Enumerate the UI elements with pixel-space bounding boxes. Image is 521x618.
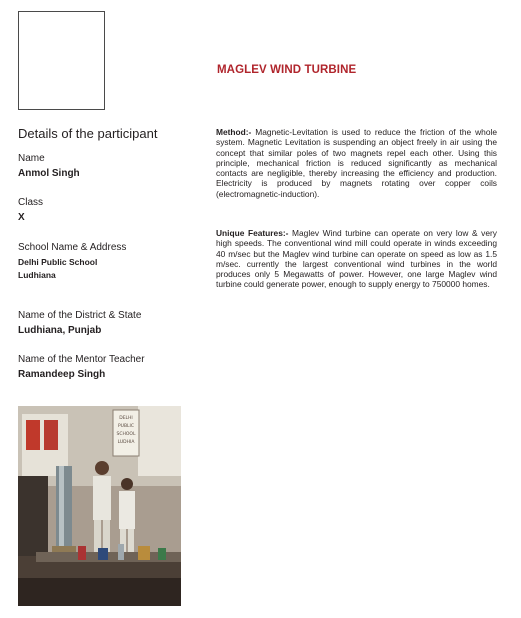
class-label: Class [18, 197, 44, 208]
participant-photo-placeholder [18, 11, 105, 110]
sign-line-2: PUBLIC [117, 424, 135, 429]
school-city-value: Ludhiana [18, 270, 56, 280]
features-label: Unique Features:- [216, 228, 289, 238]
school-label: School Name & Address [18, 242, 127, 253]
district-label: Name of the District & State [18, 310, 142, 321]
mentor-label: Name of the Mentor Teacher [18, 354, 145, 365]
name-label: Name [18, 153, 45, 164]
method-text: Magnetic-Levitation is used to reduce the friction of the whole system. Magnetic Levitation is suspending an object freely in air using the concept that similar poles of two magnets repel each other. Using this principle, mechanical friction is reduced significantly as mechanical contacts are negligible, thereby increasing the efficiency and production. Electricity is produced by magnets rotating over copper coils (electromagnetic-induction). [216, 127, 497, 199]
sign-line-3: SCHOOL [116, 432, 136, 437]
features-text: Maglev Wind turbine can operate on very low & very high speeds. The conventional wind mill could operate in winds exceeding 40 m/sec but the Maglev wind turbine can operate on speed as low as 1.5 m/sec. currently the largest conventional wind turbines in the world produces only 5 Megawatts of power. However, one large Maglev wind turbine could generate power, enough to supply energy to 750000 homes. [216, 228, 497, 290]
sign-line-4: LUDHIA [117, 440, 135, 445]
sign-line-1: DELHI [119, 416, 133, 421]
method-label: Method:- [216, 127, 252, 137]
district-value: Ludhiana, Punjab [18, 325, 102, 336]
mentor-value: Ramandeep Singh [18, 369, 106, 380]
participant-details-heading: Details of the participant [18, 126, 158, 141]
name-value: Anmol Singh [18, 168, 80, 179]
class-value: X [18, 212, 25, 223]
project-photo [18, 406, 181, 606]
school-name-value: Delhi Public School [18, 257, 98, 267]
features-paragraph [216, 228, 497, 290]
method-paragraph [216, 127, 497, 199]
project-title: MAGLEV WIND TURBINE [217, 64, 357, 76]
